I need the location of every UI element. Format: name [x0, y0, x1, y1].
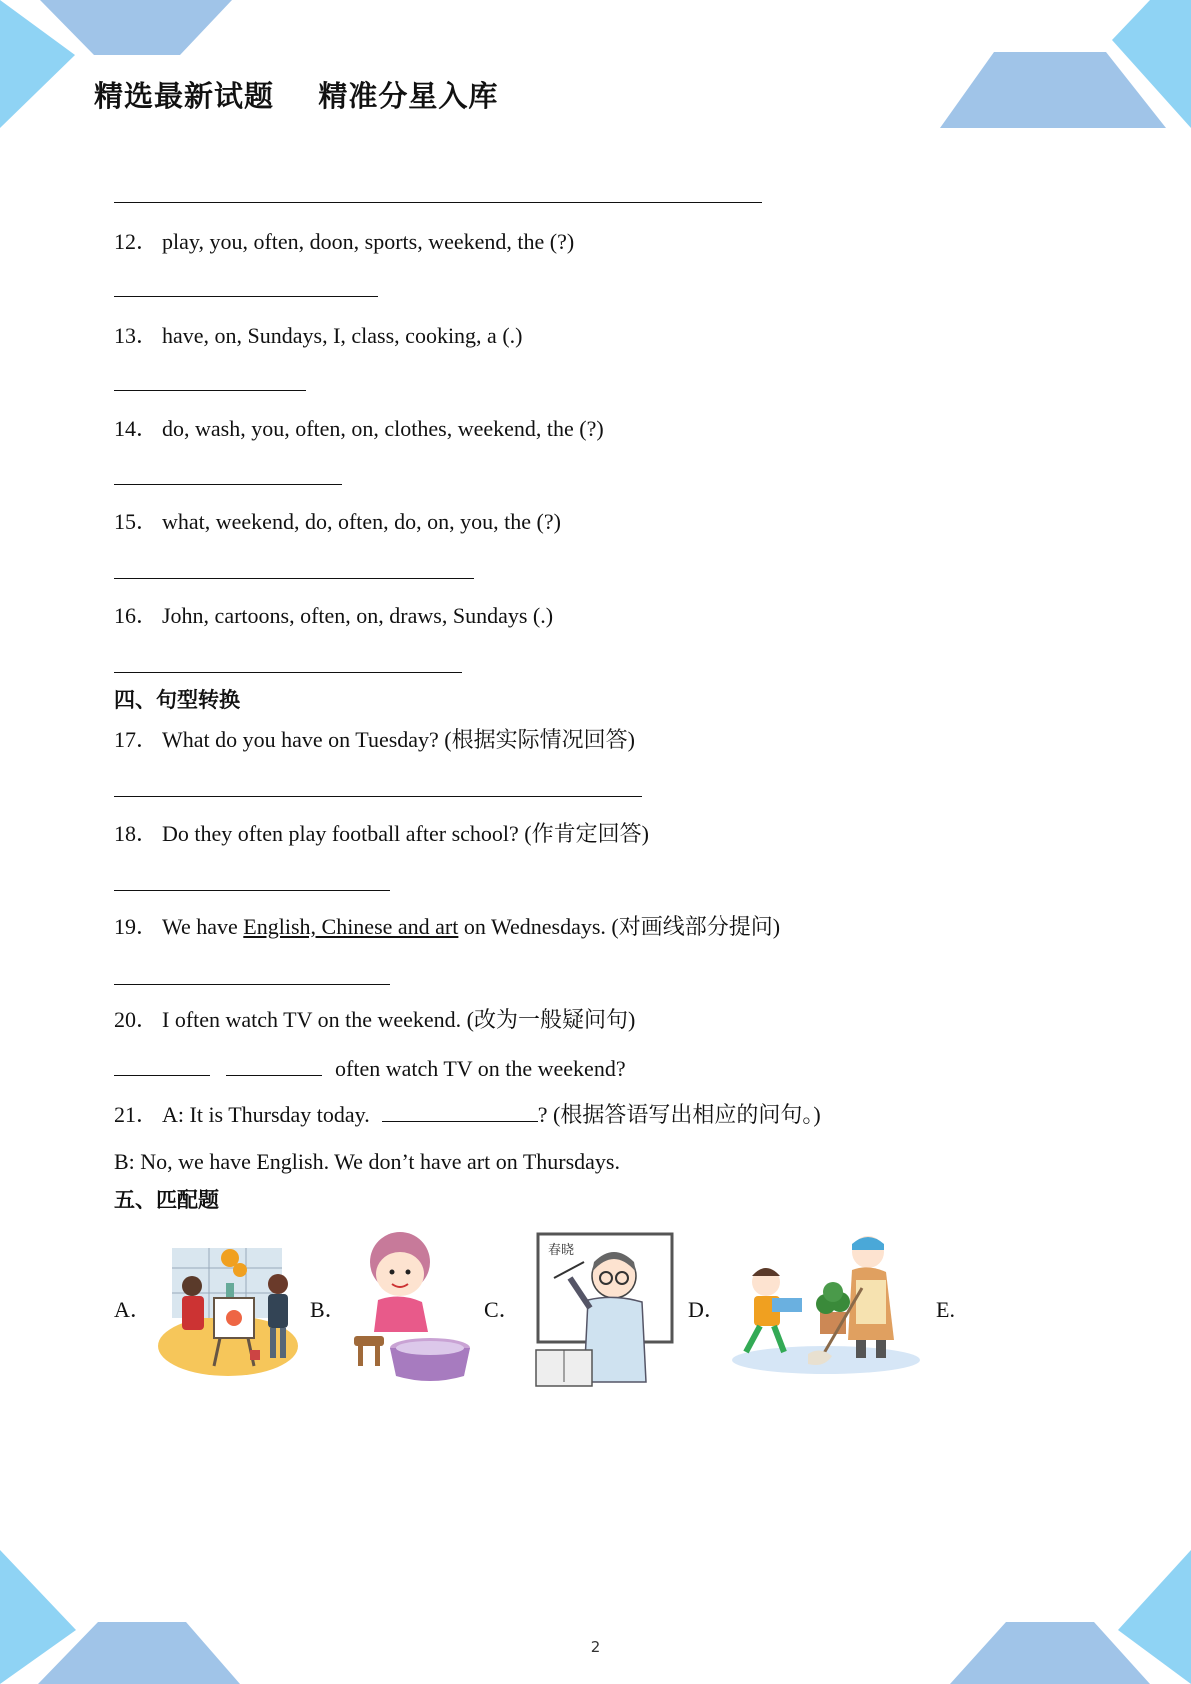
painting-scene-icon: [154, 1238, 302, 1378]
option-a-label: A．: [114, 1297, 152, 1322]
question-12: [114, 228, 574, 256]
answer-line[interactable]: [114, 890, 390, 891]
teacher-board-icon: [534, 1232, 674, 1388]
answer-line[interactable]: [114, 390, 306, 391]
underlined-phrase: English, Chinese and art: [243, 914, 459, 939]
answer-tail: often watch TV on the weekend?: [335, 1056, 626, 1081]
page-number: 2: [590, 1638, 601, 1656]
question-text: Do they often play football after school? (作肯定回答): [162, 821, 649, 846]
question-text: have, on, Sundays, I, class, cooking, a (.): [162, 323, 523, 348]
question-14: [114, 415, 604, 443]
question-text: what, weekend, do, often, do, on, you, the (?): [162, 509, 561, 534]
question-text: I often watch TV on the weekend. (改为一般疑问句): [162, 1007, 636, 1032]
question-text: play, you, often, doon, sports, weekend, the (?): [162, 229, 575, 254]
answer-blank[interactable]: [226, 1054, 322, 1076]
question-text-pre: A: It is Thursday today.: [162, 1102, 370, 1127]
washing-clothes-icon: [348, 1228, 472, 1386]
answer-line[interactable]: [114, 296, 378, 297]
answer-blank[interactable]: [114, 1054, 210, 1076]
option-e-label: E.: [936, 1297, 955, 1322]
question-15: [114, 508, 561, 536]
question-text: do, wash, you, often, on, clothes, weekend, the (?): [162, 416, 604, 441]
header-title: 精选最新试题 精准分星入库: [94, 79, 499, 113]
question-16: [114, 602, 553, 630]
question-20-answer: [114, 1054, 626, 1083]
option-b-label: B．: [310, 1297, 347, 1322]
question-text-post: on Wednesdays. (对画线部分提问): [458, 914, 781, 939]
option-c-label: C．: [484, 1297, 521, 1322]
question-number: 12．: [114, 229, 159, 254]
matching-row: [114, 1228, 974, 1388]
question-number: 19．: [114, 914, 159, 939]
question-number: 17．: [114, 727, 159, 752]
answer-line[interactable]: [114, 578, 474, 579]
question-19: [114, 913, 780, 941]
question-number: 13．: [114, 323, 159, 348]
cleaning-floor-icon: [728, 1228, 924, 1378]
question-13: [114, 322, 522, 350]
option-d-label: D．: [688, 1297, 726, 1322]
question-text: What do you have on Tuesday? (根据实际情况回答): [162, 727, 635, 752]
section-title: 四、句型转换: [114, 688, 240, 712]
question-number: 14．: [114, 416, 159, 441]
answer-line[interactable]: [114, 484, 342, 485]
section-title: 五、匹配题: [114, 1188, 219, 1212]
answer-line[interactable]: [114, 984, 390, 985]
question-21: [114, 1100, 821, 1129]
question-18: [114, 820, 649, 848]
question-number: 20．: [114, 1007, 159, 1032]
answer-line[interactable]: [114, 672, 462, 673]
question-20: [114, 1006, 635, 1034]
question-text-pre: We have: [162, 914, 244, 939]
corner-decoration-top: [0, 0, 1191, 140]
question-number: 16．: [114, 603, 159, 628]
dialogue-line-b: B: No, we have English. We don’t have art on Thursdays.: [114, 1149, 620, 1174]
answer-line[interactable]: [114, 796, 642, 797]
question-text-post: ? (根据答语写出相应的问句。): [537, 1102, 821, 1127]
corner-decoration-bottom: [0, 1540, 1191, 1684]
question-text: John, cartoons, often, on, draws, Sundays (.): [162, 603, 554, 628]
question-number: 18．: [114, 821, 159, 846]
question-number: 15．: [114, 509, 159, 534]
board-text: 春晓: [548, 1243, 575, 1258]
question-number: 21．: [114, 1102, 159, 1127]
answer-blank[interactable]: [382, 1100, 538, 1122]
answer-line: [114, 202, 762, 203]
question-17: [114, 726, 635, 754]
